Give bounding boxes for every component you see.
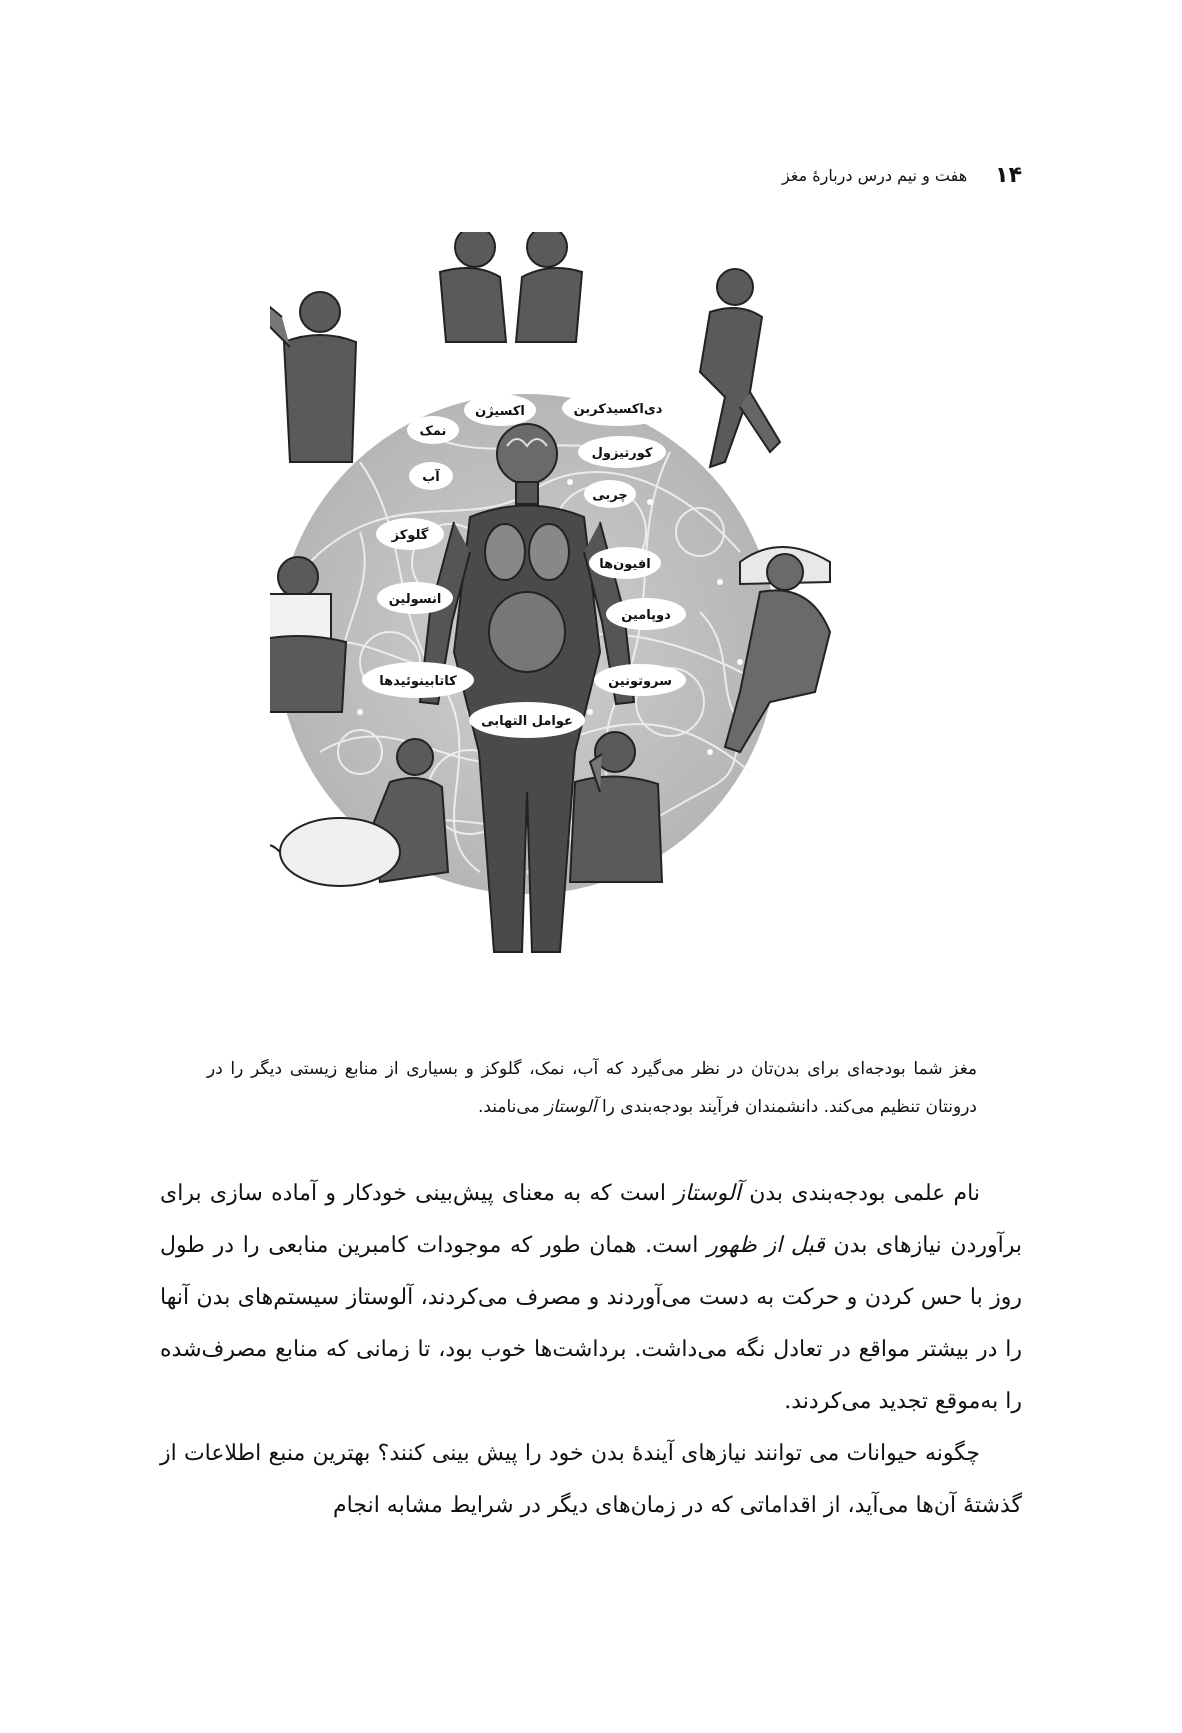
- page-number: ۱۴: [995, 162, 1022, 188]
- bubble-dopamine: [606, 598, 686, 630]
- bubble-inflammatory-factors: [469, 702, 585, 738]
- paragraph-1: [160, 1168, 1022, 1428]
- running-header: [162, 160, 1022, 190]
- svg-text:دی‌اکسیدکربن: دی‌اکسیدکربن: [573, 402, 663, 417]
- bubble-opioids: [589, 547, 661, 579]
- svg-text:نمک: نمک: [419, 424, 447, 439]
- p1-text-b: است که به معنای پیش‌بینی خودکار و آماده سازی برای برآوردن نیازهای بدن: [160, 1181, 1022, 1258]
- caption-text-part2: می‌نامند.: [477, 1097, 546, 1117]
- bubble-fat: [584, 480, 636, 508]
- illustration-svg: [270, 232, 910, 1012]
- svg-text:کاتابینوئیدها: کاتابینوئیدها: [379, 674, 457, 689]
- body-text: [160, 1168, 1022, 1532]
- bubble-glucose: [376, 518, 444, 550]
- caption-term-allostasis: آلوستاز: [545, 1097, 597, 1117]
- bubble-cortisol: [578, 436, 666, 468]
- svg-text:کورتیزول: کورتیزول: [591, 446, 653, 461]
- svg-text:سروتونین: سروتونین: [608, 674, 672, 689]
- bubble-cannabinoids: [362, 662, 474, 698]
- bubble-insulin: [377, 582, 453, 614]
- bubble-carbon-dioxide: [562, 390, 674, 426]
- bubble-water: [409, 462, 453, 490]
- svg-text:چربی: چربی: [592, 488, 628, 503]
- figure-caption: [207, 1050, 977, 1126]
- svg-text:انسولین: انسولین: [388, 592, 442, 607]
- book-title: هفت و نیم درس دربارهٔ مغز: [782, 165, 968, 185]
- paragraph-2: چگونه حیوانات می توانند نیازهای آیندهٔ بدن خود را پیش بینی کنند؟ بهترین منبع اطلاعات از گذشتهٔ آن‌ها می‌آید، از اقداماتی که در زمان‌های دیگر در شرایط مشابه انجام: [160, 1441, 1022, 1518]
- figure-eating: [270, 292, 356, 462]
- p1-term-allostasis: آلوستاز: [674, 1181, 741, 1206]
- p1-text-c: است. همان طور که موجودات کامبرین منابعی را در طول روز با حس کردن و حرکت به دست می‌آوردند و مصرف می‌کردند، آلوستاز سیستم‌های بدن آنها را در بیشتر مواقع در تعادل نگه می‌داشت. برداشت‌ها خوب بود، تا زمانی که منابع مصرف‌شده را به‌موقع تجدید می‌کردند.: [160, 1233, 1022, 1414]
- svg-text:آب: آب: [422, 470, 440, 485]
- bubble-oxygen: [464, 394, 536, 426]
- svg-text:دوپامین: دوپامین: [621, 608, 671, 623]
- caption-text-part1: مغز شما بودجه‌ای برای بدن‌تان در نظر می‌گیرد که آب، نمک، گلوکز و بسیاری از منابع زیستی دیگر را در درونتان تنظیم می‌کند. دانشمندان فرآیند بودجه‌بندی را: [207, 1059, 977, 1117]
- svg-text:اکسیژن: اکسیژن: [475, 404, 525, 419]
- allostasis-illustration: [270, 232, 910, 1012]
- bubble-serotonin: [594, 664, 686, 696]
- svg-text:عوامل التهابی: عوامل التهابی: [481, 714, 573, 729]
- p1-text-a: نام علمی بودجه‌بندی بدن: [740, 1181, 980, 1206]
- svg-text:گلوکز: گلوکز: [391, 528, 429, 543]
- figure-talking-pair: [440, 232, 582, 342]
- figure-running: [700, 269, 780, 467]
- p1-term-before-emergence: قبل از ظهور: [707, 1233, 825, 1258]
- bubble-salt: [407, 416, 459, 444]
- svg-text:افیون‌ها: افیون‌ها: [599, 557, 651, 572]
